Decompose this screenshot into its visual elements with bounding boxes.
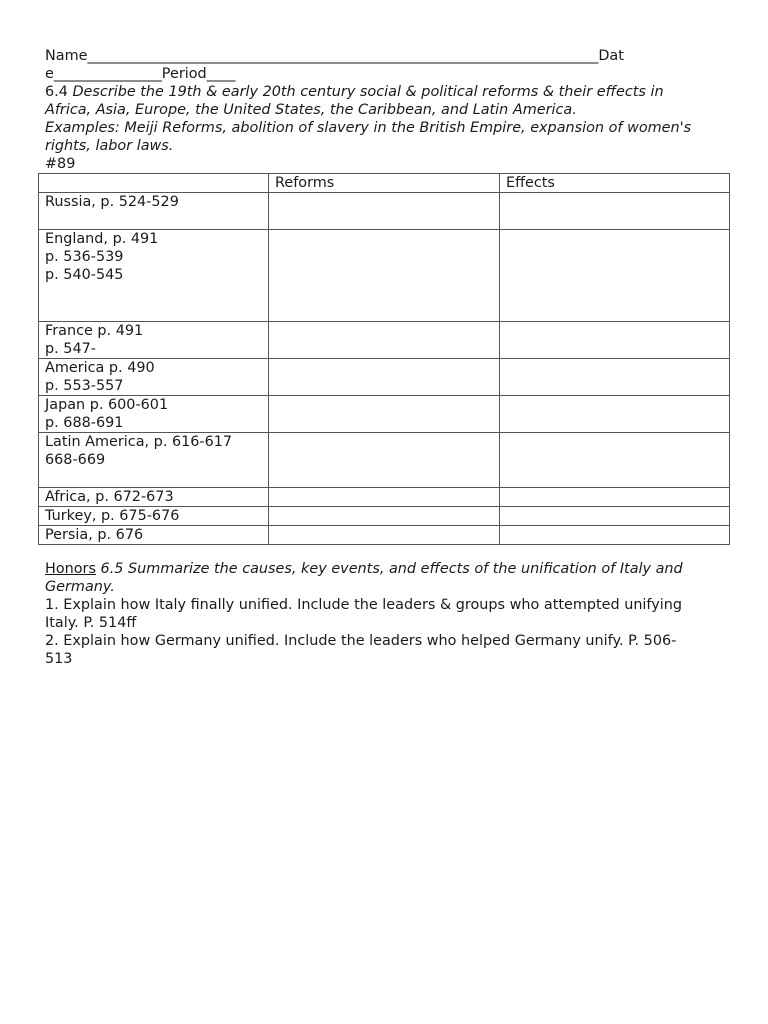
standard-description-1: Describe the 19th & early 20th century social & political reforms & their effects in [72,84,664,100]
reference-number: #89 [45,156,76,172]
reforms-cell[interactable] [269,322,500,359]
row-label-japan [39,396,269,433]
row-label-line: Africa, p. 672-673 [45,489,174,505]
reforms-cell[interactable] [269,396,500,433]
standard-line-1 [45,83,725,101]
row-label-russia [39,193,269,230]
name-date-line [45,47,725,65]
honors-standard-2: Germany. [45,579,115,595]
honors-label: Honors [45,561,96,577]
row-label-line: p. 540-545 [45,267,124,283]
date-blank[interactable]: _______________ [53,66,162,82]
effects-cell[interactable] [500,193,730,230]
date-label-part1: Dat [598,48,624,64]
reforms-cell[interactable] [269,433,500,488]
row-label-line: Japan p. 600-601 [45,397,169,413]
row-label-africa [39,488,269,507]
row-label-persia [39,526,269,545]
row-label-line: Turkey, p. 675-676 [45,508,180,524]
row-label-line: Latin America, p. 616-617 [45,434,233,450]
row-label-line: America p. 490 [45,360,155,376]
row-label-line: p. 688-691 [45,415,124,431]
effects-cell[interactable] [500,526,730,545]
row-label-line: Russia, p. 524-529 [45,194,179,210]
honors-line-1 [45,560,725,578]
row-label-line: p. 553-557 [45,378,124,394]
question-1-line-1: 1. Explain how Italy finally unified. Include the leaders & groups who attempted unifying [45,597,683,613]
table-row [39,433,730,488]
table-row [39,526,730,545]
row-label-england [39,230,269,322]
row-label-line: p. 536-539 [45,249,124,265]
row-label-america [39,359,269,396]
reforms-cell[interactable] [269,488,500,507]
table-header-row [39,174,730,193]
row-label-line: 668-669 [45,452,106,468]
row-label-latin-america [39,433,269,488]
date-label-part2: e [45,66,54,82]
table-row [39,359,730,396]
question-2-line-1: 2. Explain how Germany unified. Include the leaders who helped Germany unify. P. 506- [45,633,677,649]
name-blank[interactable]: _______________________________________________________________________ [87,48,599,64]
date-period-line [45,65,725,83]
header-reforms: Reforms [269,174,500,193]
honors-standard-1: 6.5 Summarize the causes, key events, and effects of the unification of Italy and [100,561,683,577]
examples-line-2: rights, labor laws. [45,138,174,154]
question-1-line-2: Italy. P. 514ff [45,615,137,631]
row-label-line: France p. 491 [45,323,144,339]
row-label-line: p. 547- [45,341,96,357]
reforms-cell[interactable] [269,230,500,322]
header-blank-cell [39,174,269,193]
table-row [39,230,730,322]
effects-cell[interactable] [500,359,730,396]
effects-cell[interactable] [500,230,730,322]
period-label: Period [161,66,207,82]
effects-cell[interactable] [500,433,730,488]
effects-cell[interactable] [500,322,730,359]
name-label: Name [45,48,88,64]
reforms-cell[interactable] [269,526,500,545]
table-row [39,322,730,359]
reforms-cell[interactable] [269,359,500,396]
reforms-cell[interactable] [269,507,500,526]
row-label-line: England, p. 491 [45,231,159,247]
table-row [39,488,730,507]
row-label-turkey [39,507,269,526]
table-row [39,396,730,433]
header-effects: Effects [500,174,730,193]
row-label-france [39,322,269,359]
reforms-table [38,173,730,545]
standard-description-2: Africa, Asia, Europe, the United States, the Caribbean, and Latin America. [45,102,577,118]
row-label-line: Persia, p. 676 [45,527,144,543]
examples-line-1: Examples: Meiji Reforms, abolition of slavery in the British Empire, expansion of women's [45,120,692,136]
standard-number: 6.4 [45,84,68,100]
table-row [39,193,730,230]
effects-cell[interactable] [500,396,730,433]
period-blank[interactable]: ____ [206,66,236,82]
effects-cell[interactable] [500,488,730,507]
reforms-cell[interactable] [269,193,500,230]
table-row [39,507,730,526]
question-2-line-2: 513 [45,651,73,667]
effects-cell[interactable] [500,507,730,526]
